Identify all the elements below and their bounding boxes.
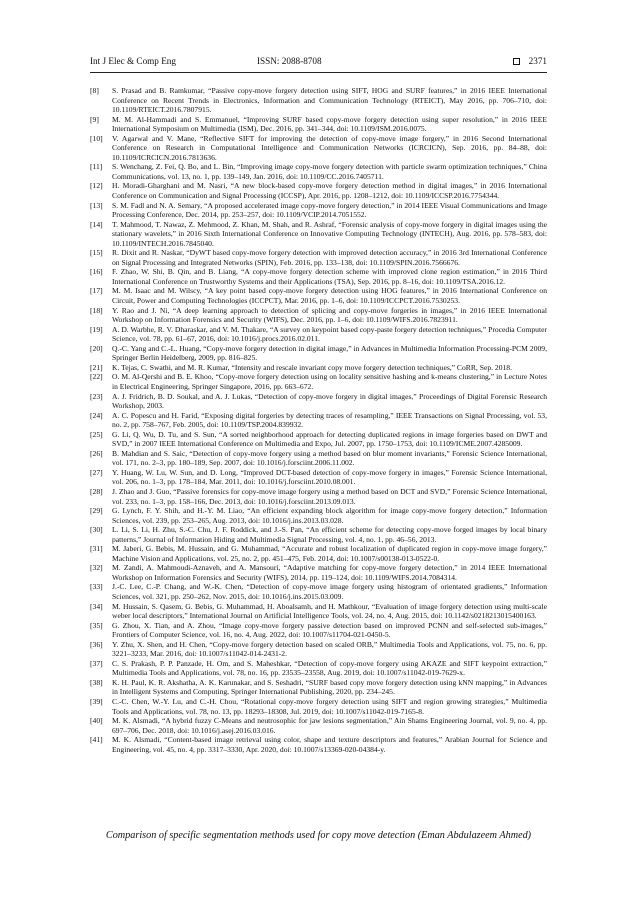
issn: ISSN: 2088-8708 <box>257 56 322 66</box>
reference-item <box>90 134 547 163</box>
reference-text: Y. Huang, W. Lu, W. Sun, and D. Long, “Improved DCT-based detection of copy-move forgery in images,” Forensic Science International, vol. 206, no. 1–3, pp. 178–184, Mar. 2011, doi: 10.1016/j.forsciint.2010.08.001. <box>112 467 547 487</box>
reference-number: [19] <box>90 324 103 334</box>
reference-text: M. M. Al-Hammadi and S. Emmanuel, “Improving SURF based copy-move forgery detection using super resolution,” in 2016 IEEE International Symposium on Multimedia (ISM), Dec. 2016, pp. 341–344, doi: 10.1109/ISM.2016.0075. <box>112 114 547 134</box>
reference-number: [27] <box>90 467 103 477</box>
reference-text: M. K. Alsmadi, “Content-based image retrieval using color, shape and texture descriptors and features,” Arabian Journal for Science and Engineering, vol. 45, no. 4, pp. 3317–3330, Apr. 2020, doi: 10.1007/s13369-020-04384-y. <box>112 735 547 754</box>
reference-item <box>90 392 547 411</box>
reference-text: H. Moradi-Gharghani and M. Nasri, “A new block-based copy-move forgery detection method in digital images,” in 2016 International Conference on Communication and Signal Processing (ICCSP), Apr. 2016, pp. 1208–1212, doi: 10.1109/ICCSP.2016.7754344. <box>112 181 547 201</box>
reference-number: [9] <box>90 114 99 124</box>
reference-number: [13] <box>90 200 103 210</box>
reference-item <box>90 449 547 468</box>
reference-item <box>90 220 547 249</box>
reference-number: [10] <box>90 133 103 143</box>
reference-list <box>90 86 547 754</box>
reference-text: O. M. Al-Qershi and B. E. Khoo, “Copy-move forgery detection using on locality sensitive hashing and k-means clustering,” in Lecture Notes in Electrical Engineering, Springer Singapore, 2016, pp. 663–672. <box>112 372 547 391</box>
reference-number: [12] <box>90 181 103 191</box>
reference-item <box>90 344 547 363</box>
reference-item <box>90 487 547 506</box>
reference-item <box>90 267 547 286</box>
reference-number: [17] <box>90 286 103 296</box>
reference-number: [26] <box>90 448 103 458</box>
reference-number: [15] <box>90 248 103 258</box>
checkbox-square-icon <box>513 58 520 65</box>
reference-number: [37] <box>90 658 103 668</box>
reference-number: [32] <box>90 563 103 573</box>
reference-item <box>90 544 547 563</box>
reference-number: [21] <box>90 362 103 372</box>
reference-number: [39] <box>90 697 103 706</box>
reference-text: A. C. Popescu and H. Farid, “Exposing digital forgeries by detecting traces of resampling,” IEEE Transactions on Signal Processing, vol. 53, no. 2, pp. 758–767, Feb. 2005, doi: 10.1109/TSP.2004.839932. <box>112 410 547 430</box>
reference-item <box>90 201 547 220</box>
reference-item <box>90 678 547 697</box>
running-footer: Comparison of specific segmentation methods used for copy move detection (Eman Abdulazeem Ahmed) <box>105 830 532 841</box>
reference-number: [18] <box>90 305 103 315</box>
reference-number: [14] <box>90 219 103 229</box>
reference-text: F. Zhao, W. Shi, B. Qin, and B. Liang, “A copy-move forgery detection scheme with improved clone region estimation,” in 2016 Third International Conference on Trustworthy Systems and their Applications (TSA), Sep. 2016, pp. 8–16, doi: 10.1109/TSA.2016.12. <box>112 267 547 286</box>
reference-text: M. Hussain, S. Qasem, G. Bebis, G. Muhammad, H. Aboalsamh, and H. Mathkour, “Evaluation of image forgery detection using multi-scale weber local descriptors,” International Journal on Artificial Intelligence Tools, vol. 24, no. 4, Aug. 2015, doi: 10.1142/s0218213015400163. <box>112 601 547 621</box>
reference-number: [16] <box>90 267 103 277</box>
reference-item <box>90 659 547 678</box>
reference-item <box>90 363 547 373</box>
reference-number: [29] <box>90 506 103 516</box>
reference-number: [36] <box>90 639 103 649</box>
reference-number: [30] <box>90 525 103 535</box>
page-number: 2371 <box>528 56 547 66</box>
reference-text: M. M. Isaac and M. Wilscy, “A key point based copy-move forgery detection using HOG features,” in 2016 International Conference on Circuit, Power and Computing Technologies (ICCPCT), Mar. 2016, pp. 1–6, doi: 10.1109/ICCPCT.2016.7530253. <box>112 286 547 306</box>
reference-text: G. Li, Q. Wu, D. Tu, and S. Sun, “A sorted neighborhood approach for detecting duplicated regions in image forgeries based on DWT and SVD,” in 2007 IEEE International Conference on Multimedia and Expo, Jul. 2007, pp. 1750–1753, doi: 10.1109/ICME.2007.4285009. <box>112 429 547 449</box>
reference-item <box>90 325 547 344</box>
reference-item <box>90 115 547 134</box>
reference-text: G. Lynch, F. Y. Shih, and H.-Y. M. Liao, “An efficient expanding block algorithm for image copy-move forgery detection,” Information Sciences, vol. 239, pp. 253–265, Aug. 2013, doi: 10.1016/j.ins.2013.03.028. <box>112 506 547 525</box>
reference-text: S. Wenchang, Z. Fei, Q. Bo, and L. Bin, “Improving image copy-move forgery detection with particle swarm optimization techniques,” China Communications, vol. 13, no. 1, pp. 139–149, Jan. 2016, doi: 10.1109/CC.2016.7405711. <box>112 162 547 181</box>
reference-number: [8] <box>90 86 99 95</box>
reference-text: Q.-C. Yang and C.-L. Huang, “Copy-move forgery detection in digital image,” in Advances in Multimedia Information Processing-PCM 2009, Springer Berlin Heidelberg, 2009, pp. 816–825. <box>112 343 547 363</box>
reference-item <box>90 640 547 659</box>
reference-item <box>90 621 547 640</box>
reference-item <box>90 248 547 267</box>
reference-number: [31] <box>90 544 103 554</box>
reference-text: J. Zhao and J. Guo, “Passive forensics for copy-move image forgery using a method based on DCT and SVD,” Forensic Science International, vol. 233, no. 1–3, pp. 158–166, Dec. 2013, doi: 10.1016/j.forsciint.2013.09.013. <box>112 486 547 506</box>
reference-item <box>90 286 547 305</box>
reference-item <box>90 162 547 181</box>
reference-text: K. H. Paul, K. R. Akshatha, A. K. Karunakar, and S. Seshadri, “SURF based copy move forgery detection using kNN mapping,” in Advances in Intelligent Systems and Computing, Springer International Publishing, 2020, pp. 234–245. <box>112 677 547 697</box>
reference-number: [41] <box>90 735 103 745</box>
reference-item <box>90 306 547 325</box>
reference-item <box>90 582 547 601</box>
reference-text: C.-C. Chen, W.-Y. Lu, and C.-H. Chou, “Rotational copy-move forgery detection using SIFT and region growing strategies,” Multimedia Tools and Applications, vol. 78, no. 13, pp. 18293–18308, Jul. 2019, doi: 10.1007/s11042-019-7165-8. <box>112 697 547 716</box>
reference-text: S. Prasad and B. Ramkumar, “Passive copy-move forgery detection using SIFT, HOG and SURF features,” in 2016 IEEE International Conference on Recent Trends in Electronics, Information and Communication Technology (RTEICT), May 2016, pp. 706–710, doi: 10.1109/RTEICT.2016.7807915. <box>112 86 547 115</box>
reference-number: [25] <box>90 429 103 439</box>
reference-item <box>90 411 547 430</box>
reference-item <box>90 735 547 754</box>
reference-number: [34] <box>90 601 103 611</box>
page-number-group <box>513 56 547 66</box>
reference-text: M. K. Alsmadi, “A hybrid fuzzy C-Means and neutrosophic for jaw lesions segmentation,” Ain Shams Engineering Journal, vol. 9, no. 4, pp. 697–706, Dec. 2018, doi: 10.1016/j.asej.2016.03.016. <box>112 716 547 735</box>
reference-number: [24] <box>90 410 103 420</box>
reference-item <box>90 181 547 200</box>
reference-text: B. Mahdian and S. Saic, “Detection of copy-move forgery using a method based on blur moment invariants,” Forensic Science International, vol. 171, no. 2–3, pp. 180–189, Sep. 2007, doi: 10.1016/j.forsciint.2006.11.002. <box>112 448 547 468</box>
reference-item <box>90 506 547 525</box>
reference-text: S. M. Fadl and N. A. Semary, “A proposed accelerated image copy-move forgery detection,” in 2014 IEEE Visual Communications and Image Processing Conference, Dec. 2014, pp. 253–257, doi: 10.1109/VCIP.2014.7051552. <box>112 200 547 220</box>
header-rule <box>90 72 547 73</box>
reference-text: J.-C. Lee, C.-P. Chang, and W.-K. Chen, “Detection of copy-move image forgery using histogram of orientated gradients,” Information Sciences, vol. 321, pp. 250–262, Nov. 2015, doi: 10.1016/j.ins.2015.03.009. <box>112 582 547 601</box>
reference-number: [35] <box>90 620 103 630</box>
reference-number: [28] <box>90 486 103 496</box>
reference-item <box>90 430 547 449</box>
reference-number: [38] <box>90 677 103 687</box>
reference-text: A. J. Fridrich, B. D. Soukal, and A. J. Lukas, “Detection of copy-move forgery in digital images,” Proceedings of Digital Forensic Research Workshop, 2003. <box>112 391 547 411</box>
journal-name: Int J Elec & Comp Eng <box>90 56 176 66</box>
reference-item <box>90 468 547 487</box>
reference-number: [40] <box>90 716 103 726</box>
reference-text: V. Agarwal and V. Mane, “Reflective SIFT for improving the detection of copy-move image forgery,” in 2016 Second International Conference on Research in Computational Intelligence and Communication Networks (ICRCICN), Sep. 2016, pp. 84–88, doi: 10.1109/ICRCICN.2016.7813636. <box>112 133 547 162</box>
reference-text: G. Zhou, X. Tian, and A. Zhou, “Image copy-move forgery passive detection based on improved PCNN and self-selected sub-images,” Frontiers of Computer Science, vol. 16, no. 4, Aug. 2022, doi: 10.1007/s11704-021-0450-5. <box>112 620 547 640</box>
reference-item <box>90 716 547 735</box>
reference-item <box>90 372 547 391</box>
reference-text: K. Tejas, C. Swathi, and M. R. Kumar, “Intensity and rescale invariant copy move forgery detection techniques,” CoRR, Sep. 2018. <box>112 362 512 372</box>
reference-text: Y. Rao and J. Ni, “A deep learning approach to detection of splicing and copy-move forgeries in images,” in 2016 IEEE International Workshop on Information Forensics and Security (WIFS), Dec. 2016, pp. 1–6, doi: 10.1109/WIFS.2016.7823911. <box>112 305 547 325</box>
reference-number: [11] <box>90 162 103 172</box>
reference-text: M. Jaberi, G. Bebis, M. Hussain, and G. Muhammad, “Accurate and robust localization of duplicated region in copy-move image forgery,” Machine Vision and Applications, vol. 25, no. 2, pp. 451–475, Feb. 2014, doi: 10.1007/s00138-013-0522-0. <box>112 544 547 563</box>
reference-number: [33] <box>90 582 103 592</box>
reference-item <box>90 86 547 115</box>
reference-text: Y. Zhu, X. Shen, and H. Chen, “Copy-move forgery detection based on scaled ORB,” Multimedia Tools and Applications, vol. 75, no. 6, pp. 3221–3233, Mar. 2016, doi: 10.1007/s11042-014-2431-2. <box>112 639 547 659</box>
reference-item <box>90 525 547 544</box>
reference-item <box>90 697 547 716</box>
reference-text: C. S. Prakash, P. P. Panzade, H. Om, and S. Maheshkar, “Detection of copy-move forgery using AKAZE and SIFT keypoint extraction,” Multimedia Tools and Applications, vol. 78, no. 16, pp. 23535–23558, Aug. 2019, doi: 10.1007/s11042-019-7629-x. <box>112 658 547 678</box>
reference-item <box>90 563 547 582</box>
reference-text: L. Li, S. Li, H. Zhu, S.-C. Chu, J. F. Roddick, and J.-S. Pan, “An efficient scheme for detecting copy-move forged images by local binary patterns,” Journal of Information Hiding and Multimedia Signal Processing, vol. 4, no. 1, pp. 46–56, 2013. <box>112 525 547 544</box>
reference-text: M. Zandi, A. Mahmoudi-Aznaveh, and A. Mansouri, “Adaptive matching for copy-move forgery detection,” in 2014 IEEE International Workshop on Information Forensics and Security (WIFS), 2014, pp. 119–124, doi: 10.1109/WIFS.2014.7084314. <box>112 563 547 582</box>
reference-text: A. D. Warbhe, R. V. Dharaskar, and V. M. Thakare, “A survey on keypoint based copy-paste forgery detection techniques,” Procedia Computer Science, vol. 78, pp. 61–67, 2016, doi: 10.1016/j.procs.2016.02.011. <box>112 324 547 344</box>
reference-item <box>90 602 547 621</box>
reference-number: [22] <box>90 372 103 382</box>
reference-number: [20] <box>90 343 103 353</box>
reference-text: T. Mahmood, T. Nawaz, Z. Mehmood, Z. Khan, M. Shah, and R. Ashraf, “Forensic analysis of copy-move forgery in digital images using the stationary wavelets,” in 2016 Sixth International Conference on Innovative Computing Technology (INTECH), Aug. 2016, pp. 578–583, doi: 10.1109/INTECH.2016.7845040. <box>112 219 547 248</box>
reference-number: [23] <box>90 391 103 401</box>
reference-text: R. Dixit and R. Naskar, “DyWT based copy-move forgery detection with improved detection accuracy,” in 2016 3rd International Conference on Signal Processing and Integrated Networks (SPIN), Feb. 2016, pp. 133–138, doi: 10.1109/SPIN.2016.7566676. <box>112 248 547 267</box>
running-header <box>90 56 547 70</box>
